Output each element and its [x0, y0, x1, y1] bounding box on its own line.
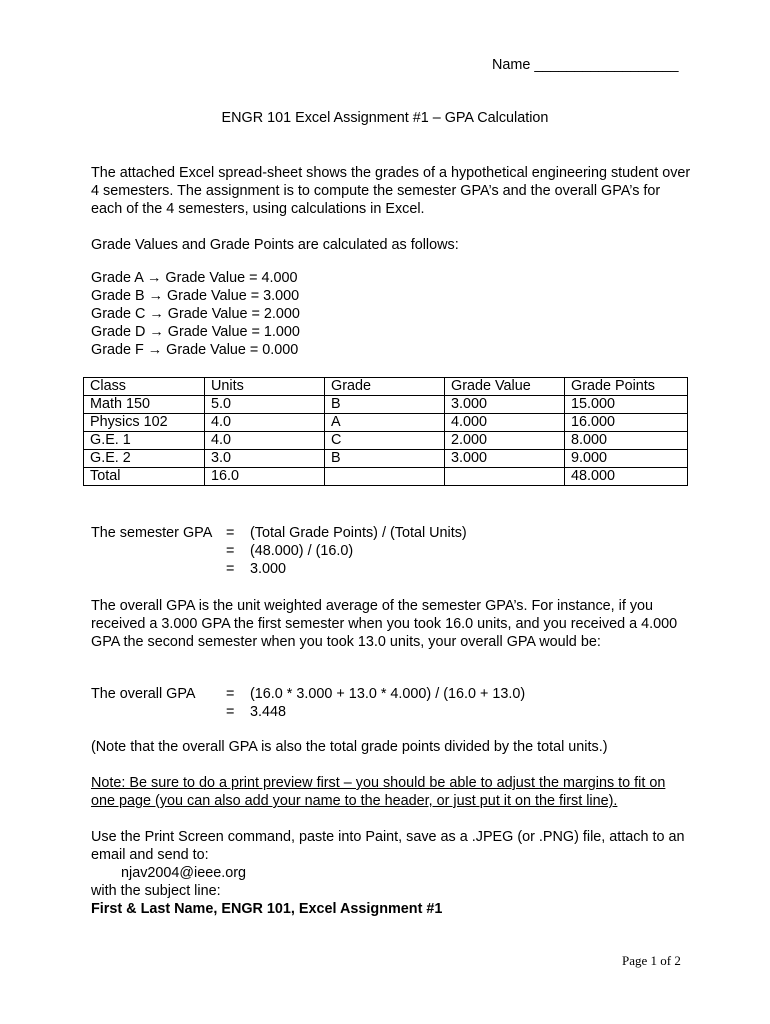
table-cell: Total	[84, 468, 205, 486]
note-print-preview: Note: Be sure to do a print preview first – you should be able to adjust the margins to fit on one page (you can also add your name to the header, or just put it on the first line).	[91, 775, 666, 809]
overall-gpa-expr: (16.0 * 3.000 + 13.0 * 4.000) / (16.0 + 13.0)	[250, 686, 526, 702]
intro-paragraph: The attached Excel spread-sheet shows the grades of a hypothetical engineering student over 4 semesters. The assignment is to compute the semester GPA’s and the overall GPA’s for each of the 4 semesters, using calculations in Excel.	[91, 165, 691, 217]
table-header-cell: Grade	[325, 378, 445, 396]
instructions-paragraph: Use the Print Screen command, paste into Paint, save as a .JPEG (or .PNG) file, attach to an email and send to:	[91, 829, 685, 863]
page-number: Page 1 of 2	[622, 953, 681, 968]
subject-line: First & Last Name, ENGR 101, Excel Assignment #1	[91, 901, 443, 917]
table-cell: 2.000	[445, 432, 565, 450]
table-cell: 4.000	[445, 414, 565, 432]
table-cell: G.E. 1	[84, 432, 205, 450]
table-header-cell: Grade Points	[565, 378, 688, 396]
overall-gpa-label: The overall GPA	[91, 686, 196, 702]
semester-gpa-expr: (Total Grade Points) / (Total Units)	[250, 525, 467, 541]
grade-scale-item: Grade C → Grade Value = 2.000	[91, 306, 300, 322]
table-cell	[445, 468, 565, 486]
table-cell: 3.0	[205, 450, 325, 468]
table-cell: C	[325, 432, 445, 450]
name-line: Name __________________	[492, 57, 679, 73]
table-row	[84, 450, 688, 468]
equals-sign: =	[226, 525, 235, 541]
grade-scale-item: Grade A → Grade Value = 4.000	[91, 270, 298, 286]
table-cell: 15.000	[565, 396, 688, 414]
email-address: njav2004@ieee.org	[121, 865, 247, 881]
table-cell: 3.000	[445, 450, 565, 468]
grade-scale-item: Grade D → Grade Value = 1.000	[91, 324, 300, 340]
table-cell: B	[325, 450, 445, 468]
table-header-cell: Grade Value	[445, 378, 565, 396]
table-cell: 3.000	[445, 396, 565, 414]
grade-scale-item: Grade F → Grade Value = 0.000	[91, 342, 299, 358]
note-total: (Note that the overall GPA is also the total grade points divided by the total units.)	[91, 739, 608, 755]
table-cell: 9.000	[565, 450, 688, 468]
table-header-cell: Class	[84, 378, 205, 396]
table-total-row	[84, 468, 688, 486]
table-cell: 4.0	[205, 432, 325, 450]
table-cell: A	[325, 414, 445, 432]
table-cell: Math 150	[84, 396, 205, 414]
subject-intro: with the subject line:	[91, 883, 221, 899]
table-header-row	[84, 378, 688, 396]
semester-gpa-result: 3.000	[250, 561, 287, 577]
table-cell: Physics 102	[84, 414, 205, 432]
table-header-cell: Units	[205, 378, 325, 396]
grade-values-intro: Grade Values and Grade Points are calculated as follows:	[91, 237, 459, 253]
grades-table	[83, 377, 688, 486]
overall-gpa-paragraph: The overall GPA is the unit weighted average of the semester GPA’s. For instance, if you received a 3.000 GPA the first semester when you took 16.0 units, and you received a 4.000 GPA the second semester when you took 13.0 units, your overall GPA would be:	[91, 598, 678, 650]
table-cell: G.E. 2	[84, 450, 205, 468]
table-row	[84, 432, 688, 450]
table-cell: 48.000	[565, 468, 688, 486]
overall-gpa-calc	[91, 685, 691, 721]
semester-gpa-label: The semester GPA	[91, 525, 213, 541]
semester-gpa-calc	[91, 524, 691, 578]
table-cell	[325, 468, 445, 486]
equals-sign: =	[226, 704, 235, 720]
equals-sign: =	[226, 686, 235, 702]
overall-gpa-result: 3.448	[250, 704, 287, 720]
table-row	[84, 414, 688, 432]
table-row	[84, 396, 688, 414]
table-cell: 16.000	[565, 414, 688, 432]
document-title: ENGR 101 Excel Assignment #1 – GPA Calculation	[221, 110, 549, 126]
table-cell: 8.000	[565, 432, 688, 450]
grade-scale-item: Grade B → Grade Value = 3.000	[91, 288, 300, 304]
table-cell: 16.0	[205, 468, 325, 486]
equals-sign: =	[226, 561, 235, 577]
equals-sign: =	[226, 543, 235, 559]
semester-gpa-expr: (48.000) / (16.0)	[250, 543, 354, 559]
table-cell: 4.0	[205, 414, 325, 432]
table-cell: 5.0	[205, 396, 325, 414]
table-cell: B	[325, 396, 445, 414]
grade-scale-list	[91, 269, 300, 359]
